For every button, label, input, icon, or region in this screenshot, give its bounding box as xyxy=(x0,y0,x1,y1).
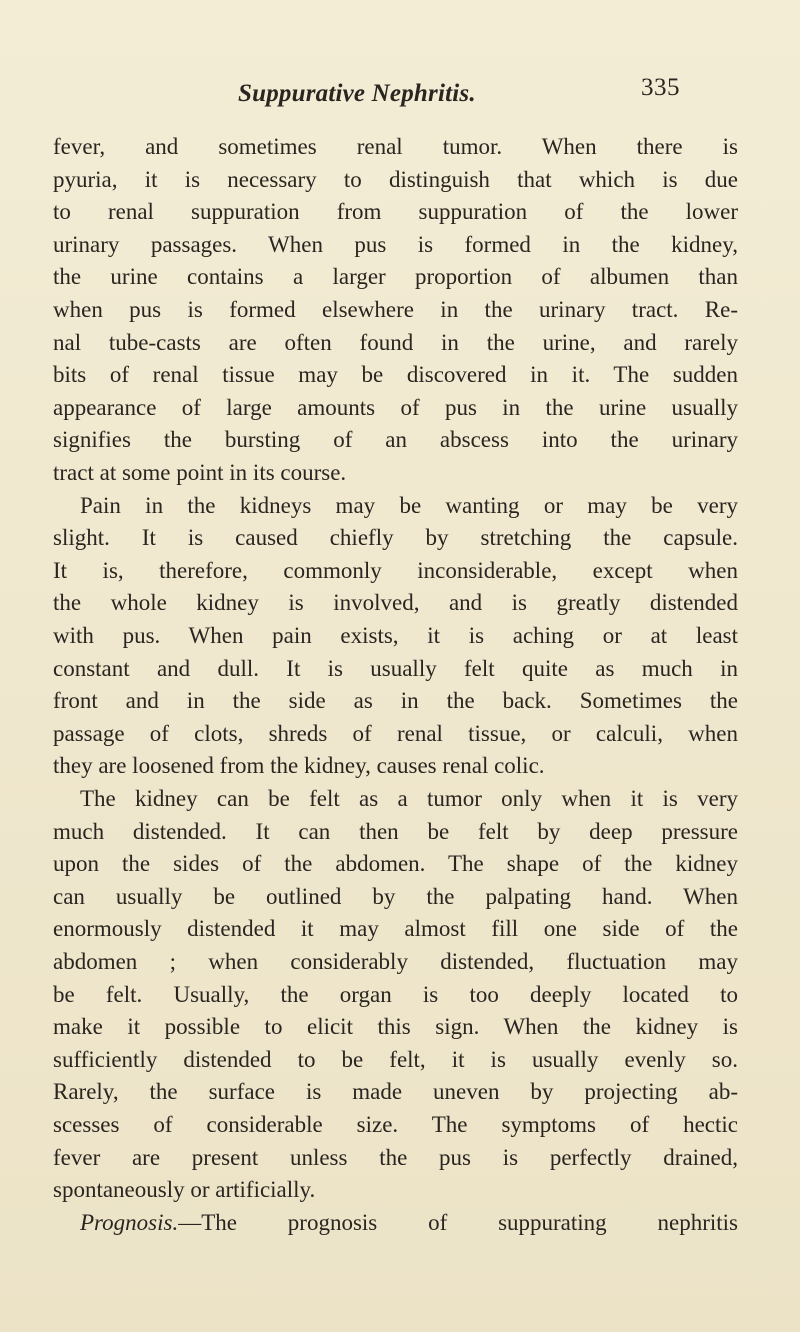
text-line: the whole kidney is involved, and is greatly distended xyxy=(53,590,738,616)
text-line: nal tube-casts are often found in the urine, and rarely xyxy=(53,329,738,355)
text-line: when pus is formed elsewhere in the urinary tract. Re- xyxy=(53,297,738,322)
text-line: tract at some point in its course. xyxy=(53,460,347,485)
text-line: abdomen ; when considerably distended, fluctuation may xyxy=(53,949,738,974)
text-line: bits of renal tissue may be discovered in it. The sudden xyxy=(53,362,738,388)
running-head xyxy=(0,74,800,120)
text-line: much distended. It can then be felt by deep pressure xyxy=(53,818,738,844)
text-line: passage of clots, shreds of renal tissue, or calculi, when xyxy=(53,720,738,746)
text-line: they are loosened from the kidney, causes renal colic. xyxy=(53,753,545,779)
page-number: 335 xyxy=(641,74,680,101)
text-line-rest: —The prognosis of suppurating nephritis xyxy=(178,1209,738,1235)
text-line: appearance of large amounts of pus in the urine usually xyxy=(53,394,738,420)
text-line: fever, and sometimes renal tumor. When there is xyxy=(53,134,738,159)
text-line: spontaneously or artificially. xyxy=(53,1177,316,1203)
text-line: scesses of considerable size. The symptoms of hectic xyxy=(53,1112,738,1137)
section-lead-prognosis: Prognosis. xyxy=(80,1209,179,1235)
text-line: enormously distended it may almost fill one side of the xyxy=(53,916,738,942)
text-line: to renal suppuration from suppuration of the lower xyxy=(53,199,738,225)
text-line: upon the sides of the abdomen. The shape of the kidney xyxy=(53,851,738,877)
text-line: sufficiently distended to be felt, it is usually evenly so. xyxy=(53,1046,738,1072)
text-line: constant and dull. It is usually felt quite as much in xyxy=(53,655,738,681)
text-line: Pain in the kidneys may be wanting or may be very xyxy=(80,492,738,518)
text-line: make it possible to elicit this sign. When the kidney is xyxy=(53,1014,738,1040)
text-line: slight. It is caused chiefly by stretching the capsule. xyxy=(53,525,738,551)
text-line: the urine contains a larger proportion of albumen than xyxy=(53,264,738,290)
text-line: It is, therefore, commonly inconsiderable, except when xyxy=(53,557,738,583)
text-line: The kidney can be felt as a tumor only when it is very xyxy=(80,786,738,811)
text-line-prognosis xyxy=(80,1207,738,1239)
text-line: fever are present unless the pus is perfectly drained, xyxy=(53,1144,738,1170)
text-line: Rarely, the surface is made uneven by projecting ab- xyxy=(53,1079,738,1105)
text-line: front and in the side as in the back. Sometimes the xyxy=(53,688,738,714)
text-line: urinary passages. When pus is formed in the kidney, xyxy=(53,231,738,257)
text-line: be felt. Usually, the organ is too deeply located to xyxy=(53,981,738,1007)
running-title: Suppurative Nephritis. xyxy=(238,80,476,107)
text-line: with pus. When pain exists, it is aching or at least xyxy=(53,623,738,648)
text-line: pyuria, it is necessary to distinguish that which is due xyxy=(53,166,738,192)
text-line: can usually be outlined by the palpating hand. When xyxy=(53,883,738,909)
text-line: signifies the bursting of an abscess into the urinary xyxy=(53,427,738,453)
